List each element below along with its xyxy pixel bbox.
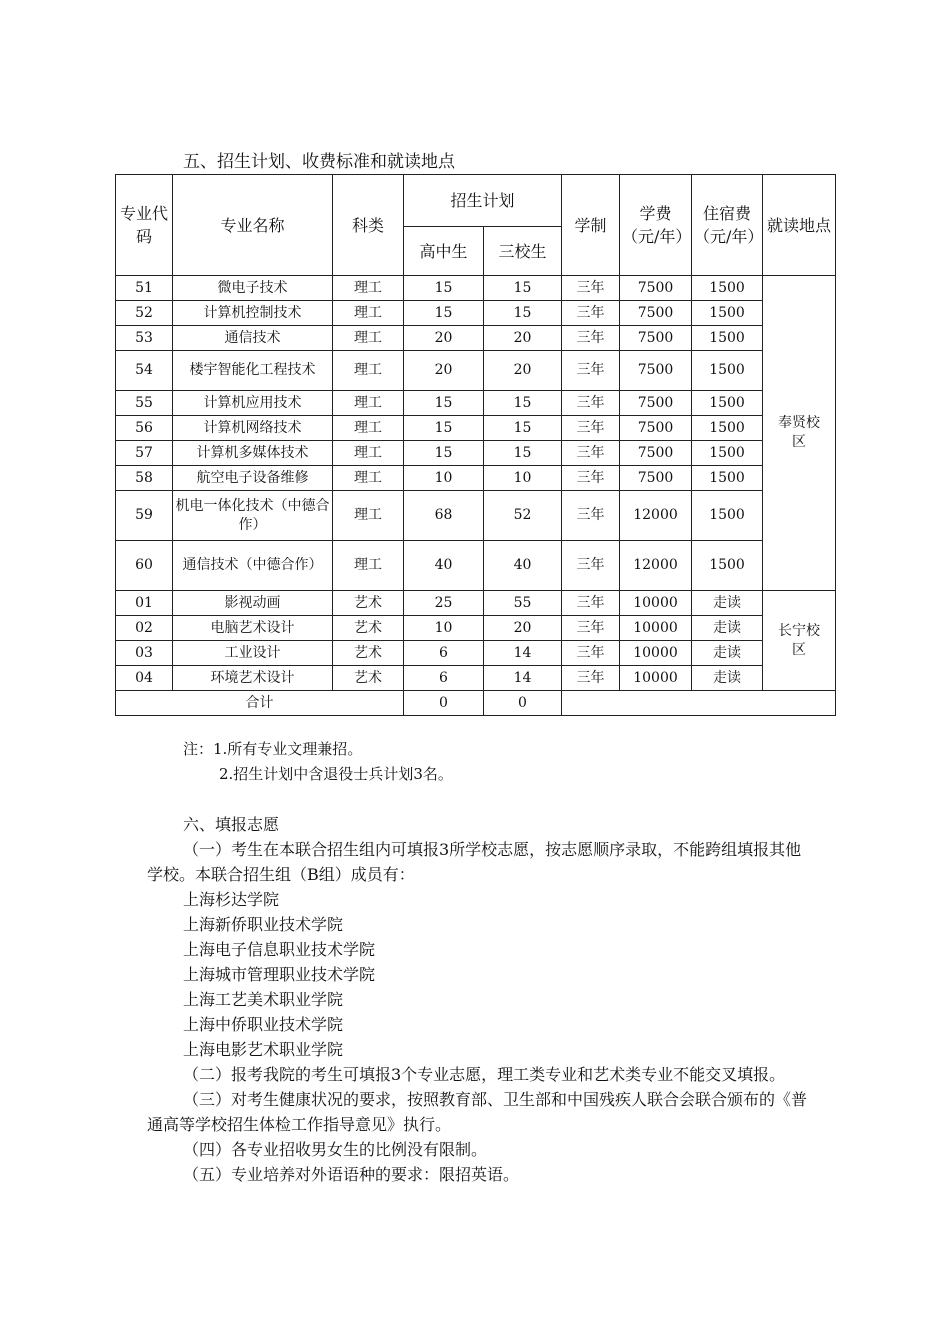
cell-name: 工业设计 — [173, 641, 333, 666]
total-high: 0 — [404, 691, 484, 716]
cell-code: 55 — [116, 391, 173, 416]
cell-name: 电脑艺术设计 — [173, 616, 333, 641]
paragraph-3: （三）对考生健康状况的要求，按照教育部、卫生部和中国残疾人联合会联合颁布的《普通高等学校招生体检工作指导意见》执行。 — [147, 1090, 808, 1134]
table-row — [116, 466, 836, 491]
cell-code: 01 — [116, 591, 173, 616]
section-6-title: 六、填报志愿 — [183, 815, 280, 834]
cell-duration: 三年 — [562, 441, 620, 466]
cell-name: 通信技术 — [173, 326, 333, 351]
section-5-title: 五、招生计划、收费标准和就读地点 — [183, 152, 455, 172]
cell-plan-high: 6 — [404, 641, 484, 666]
cell-plan-high: 10 — [404, 616, 484, 641]
cell-plan-high: 15 — [404, 276, 484, 301]
cell-plan-three: 10 — [484, 466, 562, 491]
cell-category: 理工 — [333, 351, 404, 391]
cell-duration: 三年 — [562, 466, 620, 491]
cell-tuition: 12000 — [620, 541, 692, 591]
table-row — [116, 416, 836, 441]
cell-tuition: 7500 — [620, 391, 692, 416]
cell-name: 机电一体化技术（中德合作） — [173, 491, 333, 541]
school-list — [147, 887, 812, 1062]
cell-category: 理工 — [333, 326, 404, 351]
cell-code: 57 — [116, 441, 173, 466]
cell-category: 理工 — [333, 391, 404, 416]
cell-category: 理工 — [333, 466, 404, 491]
header-tuition: 学费（元/年） — [620, 175, 692, 276]
paragraph-5: （五）专业培养对外语语种的要求：限招英语。 — [183, 1165, 520, 1184]
header-code: 专业代码 — [116, 175, 173, 276]
cell-dorm: 1500 — [692, 301, 763, 326]
cell-dorm: 1500 — [692, 541, 763, 591]
cell-category: 艺术 — [333, 666, 404, 691]
cell-tuition: 10000 — [620, 641, 692, 666]
cell-plan-three: 20 — [484, 326, 562, 351]
cell-plan-high: 15 — [404, 441, 484, 466]
cell-plan-three: 20 — [484, 616, 562, 641]
table-row — [116, 301, 836, 326]
table-row — [116, 641, 836, 666]
cell-plan-high: 6 — [404, 666, 484, 691]
cell-code: 04 — [116, 666, 173, 691]
table-row — [116, 441, 836, 466]
cell-plan-high: 15 — [404, 416, 484, 441]
note-1: 注：1.所有专业文理兼招。 — [183, 740, 363, 758]
header-duration: 学制 — [562, 175, 620, 276]
cell-plan-high: 40 — [404, 541, 484, 591]
cell-plan-high: 25 — [404, 591, 484, 616]
cell-plan-three: 14 — [484, 666, 562, 691]
cell-code: 56 — [116, 416, 173, 441]
total-blank — [562, 691, 836, 716]
school-item: 上海新侨职业技术学院 — [183, 915, 344, 934]
header-plan-high: 高中生 — [404, 227, 484, 276]
cell-plan-three: 15 — [484, 391, 562, 416]
cell-duration: 三年 — [562, 301, 620, 326]
cell-plan-three: 15 — [484, 276, 562, 301]
cell-code: 54 — [116, 351, 173, 391]
table-row — [116, 391, 836, 416]
cell-code: 02 — [116, 616, 173, 641]
school-item: 上海工艺美术职业学院 — [183, 990, 344, 1009]
cell-dorm: 走读 — [692, 616, 763, 641]
school-item: 上海中侨职业技术学院 — [183, 1015, 344, 1034]
cell-category: 理工 — [333, 416, 404, 441]
cell-plan-high: 68 — [404, 491, 484, 541]
cell-tuition: 7500 — [620, 276, 692, 301]
campus-fengxian: 奉贤校区 — [763, 276, 836, 591]
cell-name: 航空电子设备维修 — [173, 466, 333, 491]
total-label: 合计 — [116, 691, 404, 716]
cell-duration: 三年 — [562, 391, 620, 416]
cell-tuition: 7500 — [620, 466, 692, 491]
cell-name: 计算机应用技术 — [173, 391, 333, 416]
cell-plan-three: 40 — [484, 541, 562, 591]
cell-duration: 三年 — [562, 276, 620, 301]
school-item: 上海杉达学院 — [183, 890, 280, 909]
cell-plan-high: 15 — [404, 391, 484, 416]
cell-tuition: 7500 — [620, 326, 692, 351]
table-body — [116, 276, 836, 691]
cell-dorm: 1500 — [692, 391, 763, 416]
paragraph-2: （二）报考我院的考生可填报3个专业志愿，理工类专业和艺术类专业不能交叉填报。 — [183, 1065, 786, 1084]
cell-plan-three: 15 — [484, 416, 562, 441]
cell-category: 理工 — [333, 301, 404, 326]
cell-plan-three: 15 — [484, 441, 562, 466]
cell-duration: 三年 — [562, 591, 620, 616]
cell-dorm: 走读 — [692, 591, 763, 616]
cell-plan-high: 15 — [404, 301, 484, 326]
cell-dorm: 1500 — [692, 466, 763, 491]
cell-plan-high: 10 — [404, 466, 484, 491]
cell-name: 影视动画 — [173, 591, 333, 616]
table-row — [116, 491, 836, 541]
table-row — [116, 541, 836, 591]
cell-tuition: 7500 — [620, 301, 692, 326]
cell-code: 58 — [116, 466, 173, 491]
cell-category: 艺术 — [333, 641, 404, 666]
table-row — [116, 591, 836, 616]
cell-code: 59 — [116, 491, 173, 541]
cell-dorm: 1500 — [692, 416, 763, 441]
cell-duration: 三年 — [562, 416, 620, 441]
paragraph-4: （四）各专业招收男女生的比例没有限制。 — [183, 1140, 488, 1159]
cell-plan-high: 20 — [404, 326, 484, 351]
cell-code: 51 — [116, 276, 173, 301]
table-header-row — [116, 175, 836, 227]
school-item: 上海城市管理职业技术学院 — [183, 965, 376, 984]
enrollment-table — [115, 174, 836, 716]
table-notes — [183, 737, 453, 787]
paragraph-1: （一）考生在本联合招生组内可填报3所学校志愿，按志愿顺序录取，不能跨组填报其他学校。本联合招生组（B组）成员有： — [147, 840, 802, 884]
cell-code: 52 — [116, 301, 173, 326]
cell-tuition: 10000 — [620, 666, 692, 691]
cell-category: 理工 — [333, 491, 404, 541]
cell-code: 60 — [116, 541, 173, 591]
cell-dorm: 走读 — [692, 641, 763, 666]
cell-duration: 三年 — [562, 326, 620, 351]
total-three: 0 — [484, 691, 562, 716]
table-row — [116, 326, 836, 351]
header-location: 就读地点 — [763, 175, 836, 276]
cell-dorm: 1500 — [692, 351, 763, 391]
cell-duration: 三年 — [562, 491, 620, 541]
cell-name: 微电子技术 — [173, 276, 333, 301]
cell-tuition: 12000 — [620, 491, 692, 541]
cell-dorm: 1500 — [692, 276, 763, 301]
cell-dorm: 1500 — [692, 491, 763, 541]
cell-name: 通信技术（中德合作） — [173, 541, 333, 591]
cell-duration: 三年 — [562, 351, 620, 391]
cell-code: 53 — [116, 326, 173, 351]
header-category: 科类 — [333, 175, 404, 276]
cell-code: 03 — [116, 641, 173, 666]
header-plan-three: 三校生 — [484, 227, 562, 276]
cell-category: 艺术 — [333, 616, 404, 641]
cell-duration: 三年 — [562, 541, 620, 591]
campus-changning: 长宁校区 — [763, 591, 836, 691]
cell-name: 计算机网络技术 — [173, 416, 333, 441]
cell-dorm: 1500 — [692, 441, 763, 466]
header-plan: 招生计划 — [404, 175, 562, 227]
cell-category: 理工 — [333, 541, 404, 591]
cell-plan-three: 15 — [484, 301, 562, 326]
cell-tuition: 7500 — [620, 441, 692, 466]
cell-dorm: 走读 — [692, 666, 763, 691]
cell-name: 计算机控制技术 — [173, 301, 333, 326]
table-row — [116, 616, 836, 641]
school-item: 上海电影艺术职业学院 — [183, 1040, 344, 1059]
cell-category: 理工 — [333, 276, 404, 301]
table-total-row — [116, 691, 836, 716]
cell-name: 计算机多媒体技术 — [173, 441, 333, 466]
cell-plan-three: 52 — [484, 491, 562, 541]
note-2: 2.招生计划中含退役士兵计划3名。 — [219, 765, 453, 783]
cell-duration: 三年 — [562, 641, 620, 666]
cell-tuition: 7500 — [620, 351, 692, 391]
cell-plan-three: 20 — [484, 351, 562, 391]
cell-tuition: 10000 — [620, 616, 692, 641]
cell-dorm: 1500 — [692, 326, 763, 351]
school-item: 上海电子信息职业技术学院 — [183, 940, 376, 959]
table-row — [116, 666, 836, 691]
cell-tuition: 10000 — [620, 591, 692, 616]
cell-plan-three: 14 — [484, 641, 562, 666]
section-6 — [147, 812, 812, 1187]
cell-category: 理工 — [333, 441, 404, 466]
header-dorm: 住宿费（元/年） — [692, 175, 763, 276]
cell-name: 环境艺术设计 — [173, 666, 333, 691]
cell-plan-high: 20 — [404, 351, 484, 391]
cell-duration: 三年 — [562, 616, 620, 641]
table-row — [116, 351, 836, 391]
cell-plan-three: 55 — [484, 591, 562, 616]
table-row — [116, 276, 836, 301]
cell-name: 楼宇智能化工程技术 — [173, 351, 333, 391]
cell-category: 艺术 — [333, 591, 404, 616]
cell-duration: 三年 — [562, 666, 620, 691]
header-name: 专业名称 — [173, 175, 333, 276]
cell-tuition: 7500 — [620, 416, 692, 441]
